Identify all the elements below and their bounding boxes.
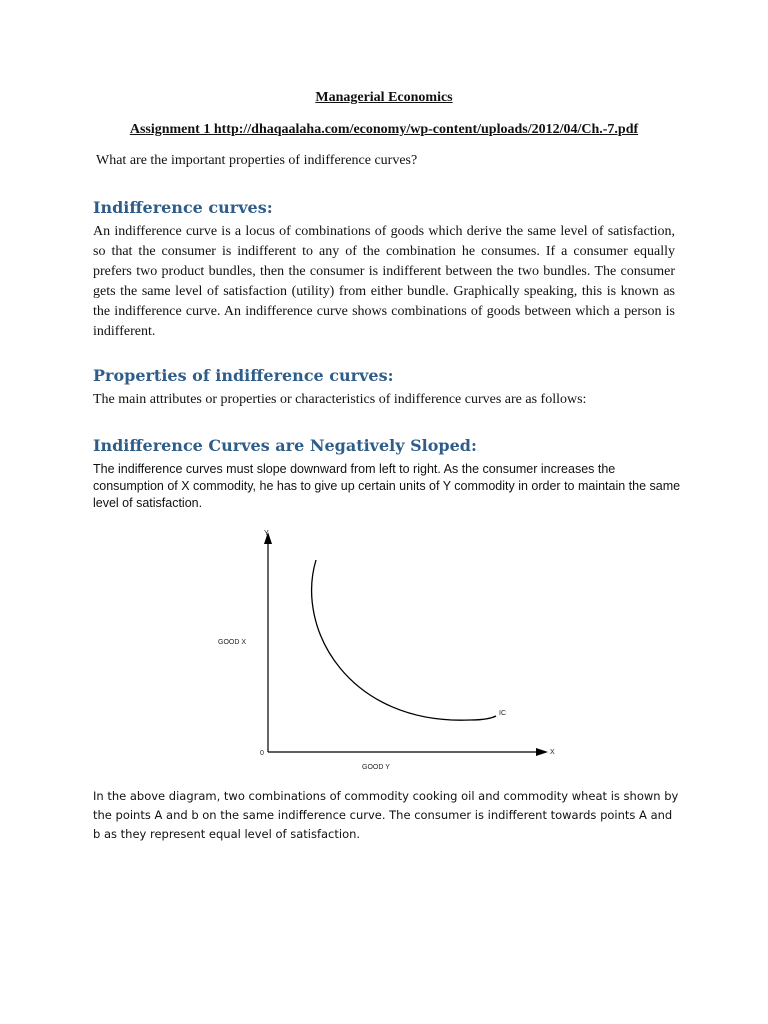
x-axis-label: GOOD Y <box>362 764 390 771</box>
x-axis-arrow <box>536 748 548 756</box>
diagram-svg <box>200 520 570 780</box>
curve-label: IC <box>499 710 506 717</box>
section-heading-indifference-curves: Indifference curves: <box>93 198 273 217</box>
y-axis-letter: Y <box>264 530 269 537</box>
indifference-curve <box>312 560 496 720</box>
indifference-curve-diagram <box>200 520 570 785</box>
question-text: What are the important properties of indifference curves? <box>96 153 418 168</box>
origin-label: 0 <box>260 750 264 757</box>
section-heading-properties: Properties of indifference curves: <box>93 366 394 385</box>
section-paragraph-diagram-explanation: In the above diagram, two combinations of commodity cooking oil and commodity wheat is shown by the points A and b on the same indifference curve. The consumer is indifferent towards points A and b as they represent equal level of satisfaction. <box>93 789 679 841</box>
y-axis-label: GOOD X <box>218 639 247 646</box>
document-title: Managerial Economics <box>315 90 453 105</box>
assignment-line[interactable]: Assignment 1 http://dhaqaalaha.com/economy/wp-content/uploads/2012/04/Ch.-7.pdf <box>129 122 639 137</box>
x-axis-letter: X <box>550 749 555 756</box>
section-heading-negatively-sloped: Indifference Curves are Negatively Sloped: <box>93 436 477 455</box>
section-paragraph-slope: The indifference curves must slope downward from left to right. As the consumer increases the consumption of X commodity, he has to give up certain units of Y commodity in order to maintain the same level of satisfaction. <box>93 462 681 510</box>
section-paragraph-definition: An indifference curve is a locus of combinations of goods which derive the same level of satisfaction, so that the consumer is indifferent to any of the combination he consumes. If a consumer equally prefers two product bundles, then the consumer is indifferent between the two bundles. The consumer gets the same level of satisfaction (utility) from either bundle. Graphically speaking, this is known as the indifference curve. An indifference curve shows combinations of goods between which a person is indifferent. <box>93 224 675 339</box>
section-paragraph-properties: The main attributes or properties or characteristics of indifference curves are as follows: <box>93 392 587 407</box>
